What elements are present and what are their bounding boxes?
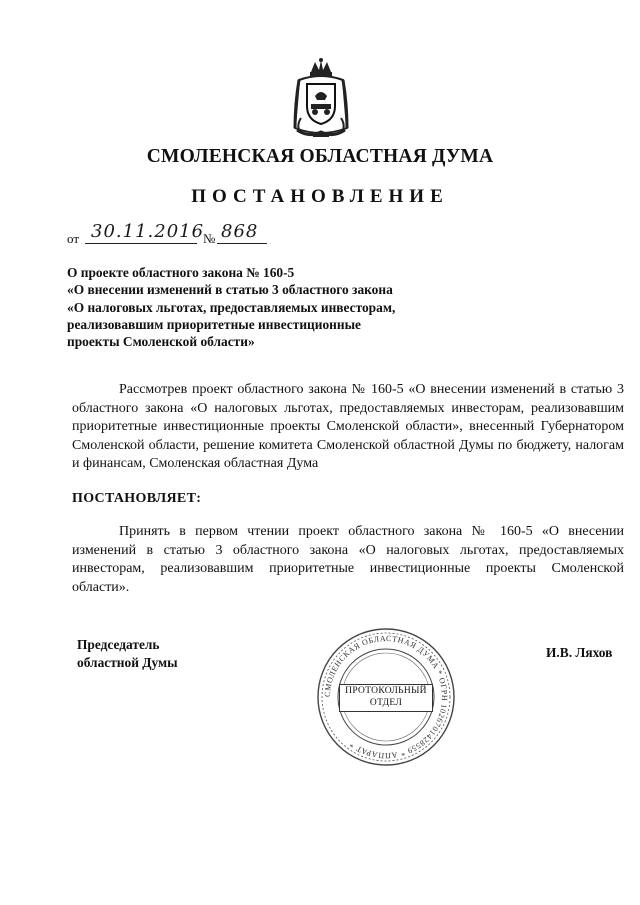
subject-line: «О налоговых льготах, предоставляемых инвесторам, — [67, 299, 396, 315]
signatory-title-line: областной Думы — [77, 654, 178, 670]
date-underline — [85, 243, 197, 244]
seal-box — [339, 684, 433, 712]
subject-line: проекты Смоленской области» — [67, 334, 255, 350]
date-prefix: от — [67, 231, 80, 246]
number-sign: № — [203, 231, 216, 246]
seal-ring-text: СМОЛЕНСКАЯ ОБЛАСТНАЯ ДУМА * ОГРН 1026701428559 * АППАРАТ * — [322, 633, 450, 761]
decision-paragraph: Принять в первом чтении проект областного закона № 160-5 «О внесении изменений в статью 3 областного закона «О налоговых льготах, предоставляемых инвесторам, реализовавшим приоритетные инвестиционные проекты Смоленской области». — [72, 524, 624, 595]
subject-line: реализовавшим приоритетные инвестиционные — [67, 316, 361, 332]
subject-line: «О внесении изменений в статью 3 областного закона — [67, 282, 393, 298]
seal-box-line: ПРОТОКОЛЬНЫЙ — [345, 686, 427, 696]
signatory-name: И.В. Ляхов — [546, 645, 613, 660]
organization-title: СМОЛЕНСКАЯ ОБЛАСТНАЯ ДУМА — [146, 146, 494, 167]
seal-box-line: ОТДЕЛ — [369, 698, 403, 708]
preamble-paragraph: Рассмотрев проект областного закона № 160-5 «О внесении изменений в статью 3 областного закона «О налоговых льготах, предоставляемых инвесторам, реализовавшим приоритетные инвестиционные проекты Смоленской области», внесенный Губернатором Смоленской области, решение комитета Смоленской областной Думы по бюджету, налогам и финансам, Смоленская областная Дума — [72, 382, 624, 472]
coat-of-arms-icon — [289, 58, 353, 142]
handwritten-number: 868 — [221, 221, 259, 242]
document-type: ПОСТАНОВЛЕНИЕ — [191, 186, 449, 207]
signatory-title — [77, 636, 178, 671]
signatory-title-line: Председатель — [77, 637, 160, 652]
document-subject — [67, 264, 487, 350]
subject-line: О проекте областного закона № 160-5 — [67, 265, 295, 280]
number-underline — [217, 243, 267, 244]
resolves-heading: ПОСТАНОВЛЯЕТ: — [72, 491, 202, 506]
handwritten-date: 30.11.2016 — [91, 221, 205, 242]
